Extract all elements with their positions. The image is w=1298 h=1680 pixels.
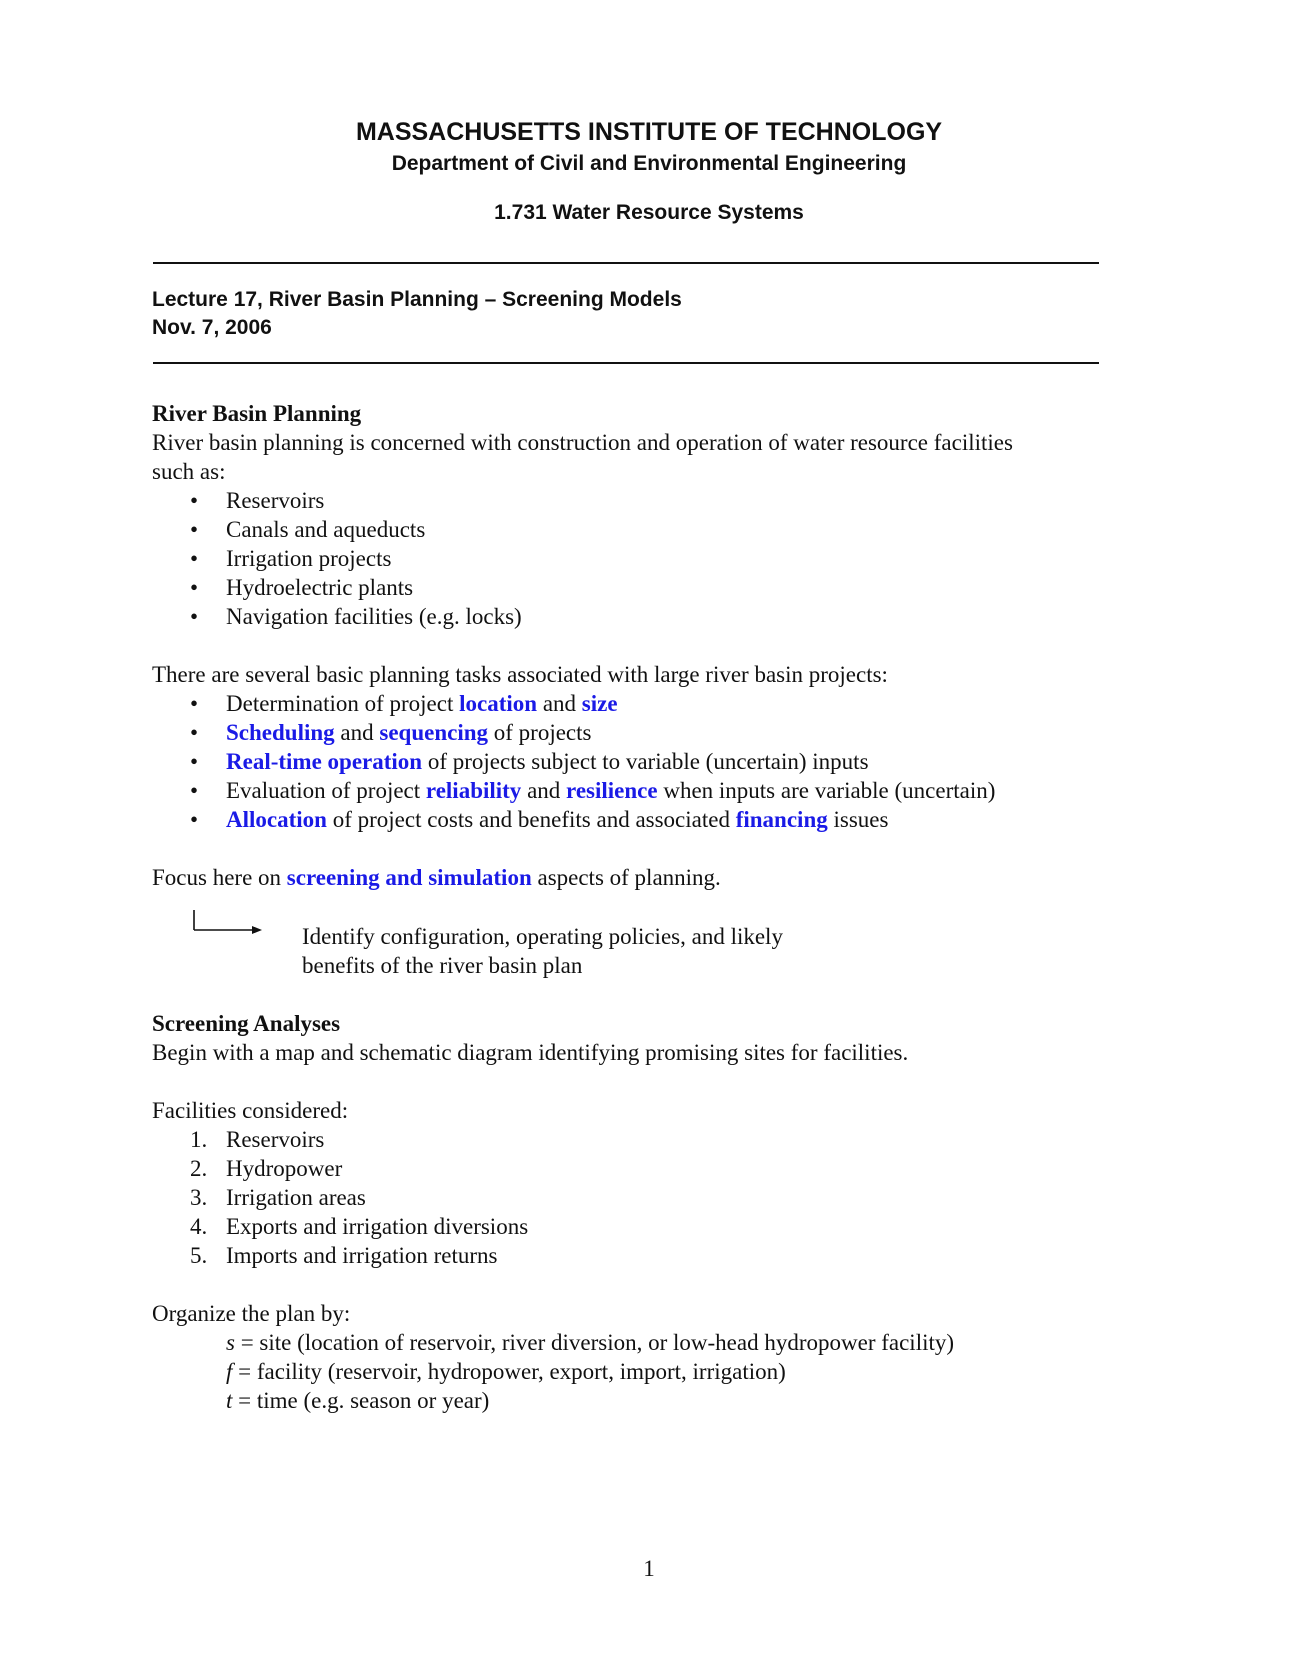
list-item-text: Hydropower xyxy=(226,1156,343,1181)
list-number: 2. xyxy=(190,1156,208,1181)
list-item-text: Irrigation areas xyxy=(226,1185,366,1210)
list-item-text: Navigation facilities (e.g. locks) xyxy=(226,604,522,629)
section-heading-river-basin-planning: River Basin Planning xyxy=(152,401,362,426)
bullet-icon: • xyxy=(190,488,199,513)
highlight-term: Real-time operation xyxy=(226,749,423,774)
highlight-term: size xyxy=(581,691,618,716)
list-item-text: Scheduling and sequencing of projects xyxy=(226,720,592,745)
bullet-icon: • xyxy=(190,604,199,629)
bullet-icon: • xyxy=(190,778,199,803)
highlight-term: financing xyxy=(735,807,828,832)
highlight-term: sequencing xyxy=(379,720,489,745)
arrow-icon xyxy=(190,908,270,938)
organize-label: Organize the plan by: xyxy=(152,1301,351,1326)
facilities-considered-label: Facilities considered: xyxy=(152,1098,349,1123)
bullet-icon: • xyxy=(190,691,199,716)
lecture-title: Lecture 17, River Basin Planning – Screening Models xyxy=(152,288,682,311)
highlight-term: location xyxy=(459,691,538,716)
organize-item-time: t = time (e.g. season or year) xyxy=(226,1388,490,1413)
page-number: 1 xyxy=(643,1556,655,1581)
bullet-icon: • xyxy=(190,749,199,774)
arrow-note-line-2: benefits of the river basin plan xyxy=(302,953,583,978)
institution-title: MASSACHUSETTS INSTITUTE OF TECHNOLOGY xyxy=(355,118,943,146)
highlight-term: resilience xyxy=(566,778,658,803)
list-item-text: Reservoirs xyxy=(226,1127,325,1152)
highlight-term: Allocation xyxy=(226,807,327,832)
bullet-icon: • xyxy=(190,720,199,745)
list-number: 5. xyxy=(190,1243,208,1268)
bullet-icon: • xyxy=(190,807,199,832)
section-heading-screening-analyses: Screening Analyses xyxy=(152,1011,341,1036)
bottom-rule xyxy=(153,362,1099,364)
lecture-date: Nov. 7, 2006 xyxy=(152,316,272,339)
highlight-term: reliability xyxy=(425,778,522,803)
list-number: 3. xyxy=(190,1185,208,1210)
focus-line: Focus here on screening and simulation aspects of planning. xyxy=(152,865,721,890)
department-name: Department of Civil and Environmental Engineering xyxy=(391,152,907,175)
variable-symbol: t xyxy=(226,1388,233,1413)
bullet-icon: • xyxy=(190,575,199,600)
highlight-term: Scheduling xyxy=(226,720,335,745)
organize-item-site: s = site (location of reservoir, river diversion, or low-head hydropower facility) xyxy=(226,1330,955,1355)
intro-line-1: River basin planning is concerned with construction and operation of water resource facilities xyxy=(152,430,1013,455)
bullet-icon: • xyxy=(190,546,199,571)
top-rule xyxy=(153,262,1099,264)
list-item-text: Allocation of project costs and benefits and associated financing issues xyxy=(226,807,889,832)
list-item-text: Hydroelectric plants xyxy=(226,575,414,600)
intro-line-2: such as: xyxy=(152,459,226,484)
list-item-text: Imports and irrigation returns xyxy=(226,1243,498,1268)
list-number: 4. xyxy=(190,1214,208,1239)
list-number: 1. xyxy=(190,1127,208,1152)
tasks-intro: There are several basic planning tasks associated with large river basin projects: xyxy=(152,662,888,687)
bullet-icon: • xyxy=(190,517,199,542)
course-title: 1.731 Water Resource Systems xyxy=(494,201,804,224)
list-item-text: Canals and aqueducts xyxy=(226,517,426,542)
list-item-text: Exports and irrigation diversions xyxy=(226,1214,529,1239)
list-item-text: Determination of project location and size xyxy=(226,691,618,716)
screening-intro: Begin with a map and schematic diagram identifying promising sites for facilities. xyxy=(152,1040,909,1065)
organize-item-facility: f = facility (reservoir, hydropower, export, import, irrigation) xyxy=(226,1359,786,1384)
variable-symbol: s xyxy=(226,1330,235,1355)
list-item-text: Evaluation of project reliability and resilience when inputs are variable (uncertain) xyxy=(226,778,996,803)
highlight-term: screening and simulation xyxy=(286,865,532,890)
list-item-text: Reservoirs xyxy=(226,488,325,513)
list-item-text: Real-time operation of projects subject to variable (uncertain) inputs xyxy=(226,749,869,774)
arrow-note-line-1: Identify configuration, operating policies, and likely xyxy=(302,924,783,949)
variable-symbol: f xyxy=(226,1359,233,1384)
list-item-text: Irrigation projects xyxy=(226,546,392,571)
